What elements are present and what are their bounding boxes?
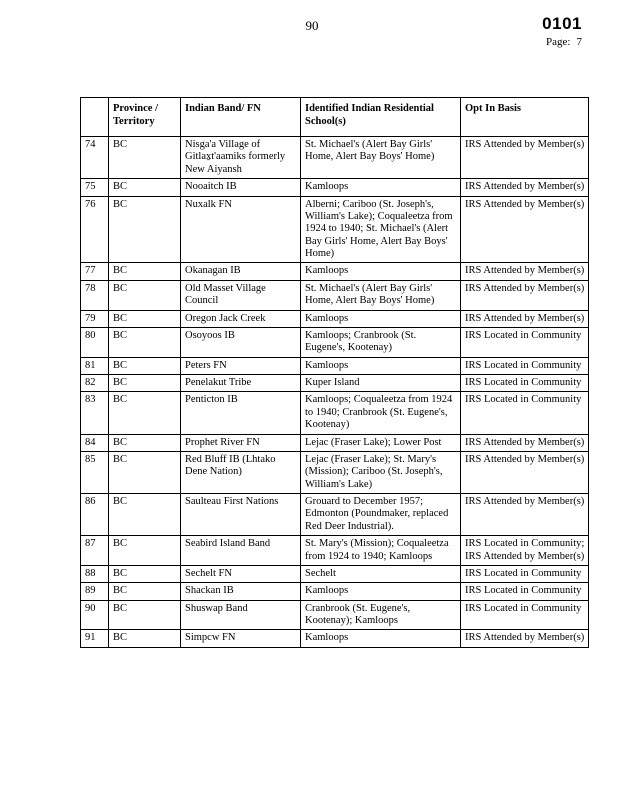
cell-school: Cranbrook (St. Eugene's, Kootenay); Kamloops xyxy=(301,600,461,630)
cell-band: Okanagan IB xyxy=(181,263,301,280)
cell-school: Kamloops; Coqualeetza from 1924 to 1940; Cranbrook (St. Eugene's, Kootenay) xyxy=(301,392,461,434)
cell-index: 87 xyxy=(81,536,109,566)
cell-school: St. Michael's (Alert Bay Girls' Home, Alert Bay Boys' Home) xyxy=(301,137,461,179)
cell-index: 89 xyxy=(81,583,109,600)
table-row xyxy=(81,280,589,310)
cell-province: BC xyxy=(109,375,181,392)
cell-opt-in: IRS Located in Community xyxy=(461,600,589,630)
cell-province: BC xyxy=(109,392,181,434)
cell-school: St. Michael's (Alert Bay Girls' Home, Alert Bay Boys' Home) xyxy=(301,280,461,310)
table-row xyxy=(81,630,589,647)
cell-school: Kamloops xyxy=(301,583,461,600)
cell-band: Saulteau First Nations xyxy=(181,494,301,536)
table-row xyxy=(81,494,589,536)
cell-index: 82 xyxy=(81,375,109,392)
cell-band: Penelakut Tribe xyxy=(181,375,301,392)
cell-band: Nisga'a Village of Gitlax̱t'aamiks formerly New Aiyansh xyxy=(181,137,301,179)
cell-index: 84 xyxy=(81,434,109,451)
table-row xyxy=(81,392,589,434)
cell-opt-in: IRS Attended by Member(s) xyxy=(461,137,589,179)
column-header-school: Identified Indian Residential School(s) xyxy=(301,98,461,137)
cell-index: 80 xyxy=(81,327,109,357)
cell-province: BC xyxy=(109,536,181,566)
cell-opt-in: IRS Attended by Member(s) xyxy=(461,280,589,310)
cell-index: 81 xyxy=(81,357,109,374)
column-header-band: Indian Band/ FN xyxy=(181,98,301,137)
cell-index: 83 xyxy=(81,392,109,434)
cell-opt-in: IRS Located in Community xyxy=(461,583,589,600)
cell-province: BC xyxy=(109,565,181,582)
cell-school: Kamloops xyxy=(301,263,461,280)
cell-opt-in: IRS Located in Community; IRS Attended by Member(s) xyxy=(461,536,589,566)
cell-band: Sechelt FN xyxy=(181,565,301,582)
cell-school: Lejac (Fraser Lake); Lower Post xyxy=(301,434,461,451)
table-row xyxy=(81,583,589,600)
table-body xyxy=(81,137,589,648)
cell-band: Oregon Jack Creek xyxy=(181,310,301,327)
cell-band: Penticton IB xyxy=(181,392,301,434)
cell-opt-in: IRS Attended by Member(s) xyxy=(461,630,589,647)
cell-band: Seabird Island Band xyxy=(181,536,301,566)
column-header-province: Province / Territory xyxy=(109,98,181,137)
table-row xyxy=(81,179,589,196)
cell-province: BC xyxy=(109,357,181,374)
cell-school: Lejac (Fraser Lake); St. Mary's (Mission); Cariboo (St. Joseph's, William's Lake) xyxy=(301,451,461,493)
cell-opt-in: IRS Located in Community xyxy=(461,375,589,392)
page-number-center: 90 xyxy=(305,18,319,33)
page-label-word: Page: xyxy=(546,36,571,48)
cell-index: 85 xyxy=(81,451,109,493)
cell-band: Peters FN xyxy=(181,357,301,374)
table-row xyxy=(81,434,589,451)
cell-index: 88 xyxy=(81,565,109,582)
cell-opt-in: IRS Located in Community xyxy=(461,357,589,374)
cell-province: BC xyxy=(109,630,181,647)
cell-band: Nuxalk FN xyxy=(181,196,301,263)
cell-opt-in: IRS Located in Community xyxy=(461,565,589,582)
cell-school: Kamloops; Cranbrook (St. Eugene's, Kootenay) xyxy=(301,327,461,357)
cell-province: BC xyxy=(109,434,181,451)
cell-band: Old Masset Village Council xyxy=(181,280,301,310)
cell-index: 86 xyxy=(81,494,109,536)
cell-band: Simpcw FN xyxy=(181,630,301,647)
cell-band: Shuswap Band xyxy=(181,600,301,630)
cell-province: BC xyxy=(109,196,181,263)
cell-province: BC xyxy=(109,137,181,179)
cell-opt-in: IRS Attended by Member(s) xyxy=(461,310,589,327)
cell-province: BC xyxy=(109,327,181,357)
table-row xyxy=(81,565,589,582)
cell-opt-in: IRS Located in Community xyxy=(461,327,589,357)
cell-province: BC xyxy=(109,310,181,327)
cell-band: Red Bluff IB (Lhtako Dene Nation) xyxy=(181,451,301,493)
cell-province: BC xyxy=(109,451,181,493)
table-row xyxy=(81,375,589,392)
cell-opt-in: IRS Attended by Member(s) xyxy=(461,263,589,280)
cell-index: 76 xyxy=(81,196,109,263)
table-row xyxy=(81,357,589,374)
cell-band: Shackan IB xyxy=(181,583,301,600)
document-id-stamp: 0101 xyxy=(542,14,582,33)
cell-school: Kamloops xyxy=(301,179,461,196)
table-row xyxy=(81,600,589,630)
cell-opt-in: IRS Attended by Member(s) xyxy=(461,196,589,263)
column-header-opt-in: Opt In Basis xyxy=(461,98,589,137)
cell-opt-in: IRS Located in Community xyxy=(461,392,589,434)
cell-index: 91 xyxy=(81,630,109,647)
cell-band: Prophet River FN xyxy=(181,434,301,451)
table-row xyxy=(81,196,589,263)
table-row xyxy=(81,536,589,566)
cell-index: 78 xyxy=(81,280,109,310)
table-header xyxy=(81,98,589,137)
cell-opt-in: IRS Attended by Member(s) xyxy=(461,179,589,196)
table-row xyxy=(81,263,589,280)
cell-opt-in: IRS Attended by Member(s) xyxy=(461,451,589,493)
table-row xyxy=(81,310,589,327)
residential-school-table xyxy=(80,97,589,648)
cell-province: BC xyxy=(109,494,181,536)
cell-province: BC xyxy=(109,263,181,280)
cell-index: 74 xyxy=(81,137,109,179)
table-row xyxy=(81,451,589,493)
page-label xyxy=(546,36,582,48)
cell-opt-in: IRS Attended by Member(s) xyxy=(461,494,589,536)
page-header xyxy=(0,14,624,58)
cell-school: Kamloops xyxy=(301,357,461,374)
cell-province: BC xyxy=(109,179,181,196)
cell-province: BC xyxy=(109,583,181,600)
cell-opt-in: IRS Attended by Member(s) xyxy=(461,434,589,451)
page-label-value: 7 xyxy=(576,36,582,48)
cell-school: Alberni; Cariboo (St. Joseph's, William's Lake); Coqualeetza from 1924 to 1940; St. Michael's (Alert Bay Girls' Home, Alert Bay Boys' Home) xyxy=(301,196,461,263)
table-row xyxy=(81,327,589,357)
cell-school: St. Mary's (Mission); Coqualeetza from 1924 to 1940; Kamloops xyxy=(301,536,461,566)
cell-school: Kamloops xyxy=(301,310,461,327)
cell-index: 77 xyxy=(81,263,109,280)
table-row xyxy=(81,137,589,179)
cell-band: Nooaitch IB xyxy=(181,179,301,196)
cell-province: BC xyxy=(109,600,181,630)
cell-province: BC xyxy=(109,280,181,310)
cell-index: 79 xyxy=(81,310,109,327)
table-header-row xyxy=(81,98,589,137)
cell-index: 90 xyxy=(81,600,109,630)
cell-school: Kamloops xyxy=(301,630,461,647)
cell-school: Sechelt xyxy=(301,565,461,582)
cell-school: Kuper Island xyxy=(301,375,461,392)
cell-index: 75 xyxy=(81,179,109,196)
cell-band: Osoyoos IB xyxy=(181,327,301,357)
cell-school: Grouard to December 1957; Edmonton (Poundmaker, replaced Red Deer Industrial). xyxy=(301,494,461,536)
column-header-index xyxy=(81,98,109,137)
